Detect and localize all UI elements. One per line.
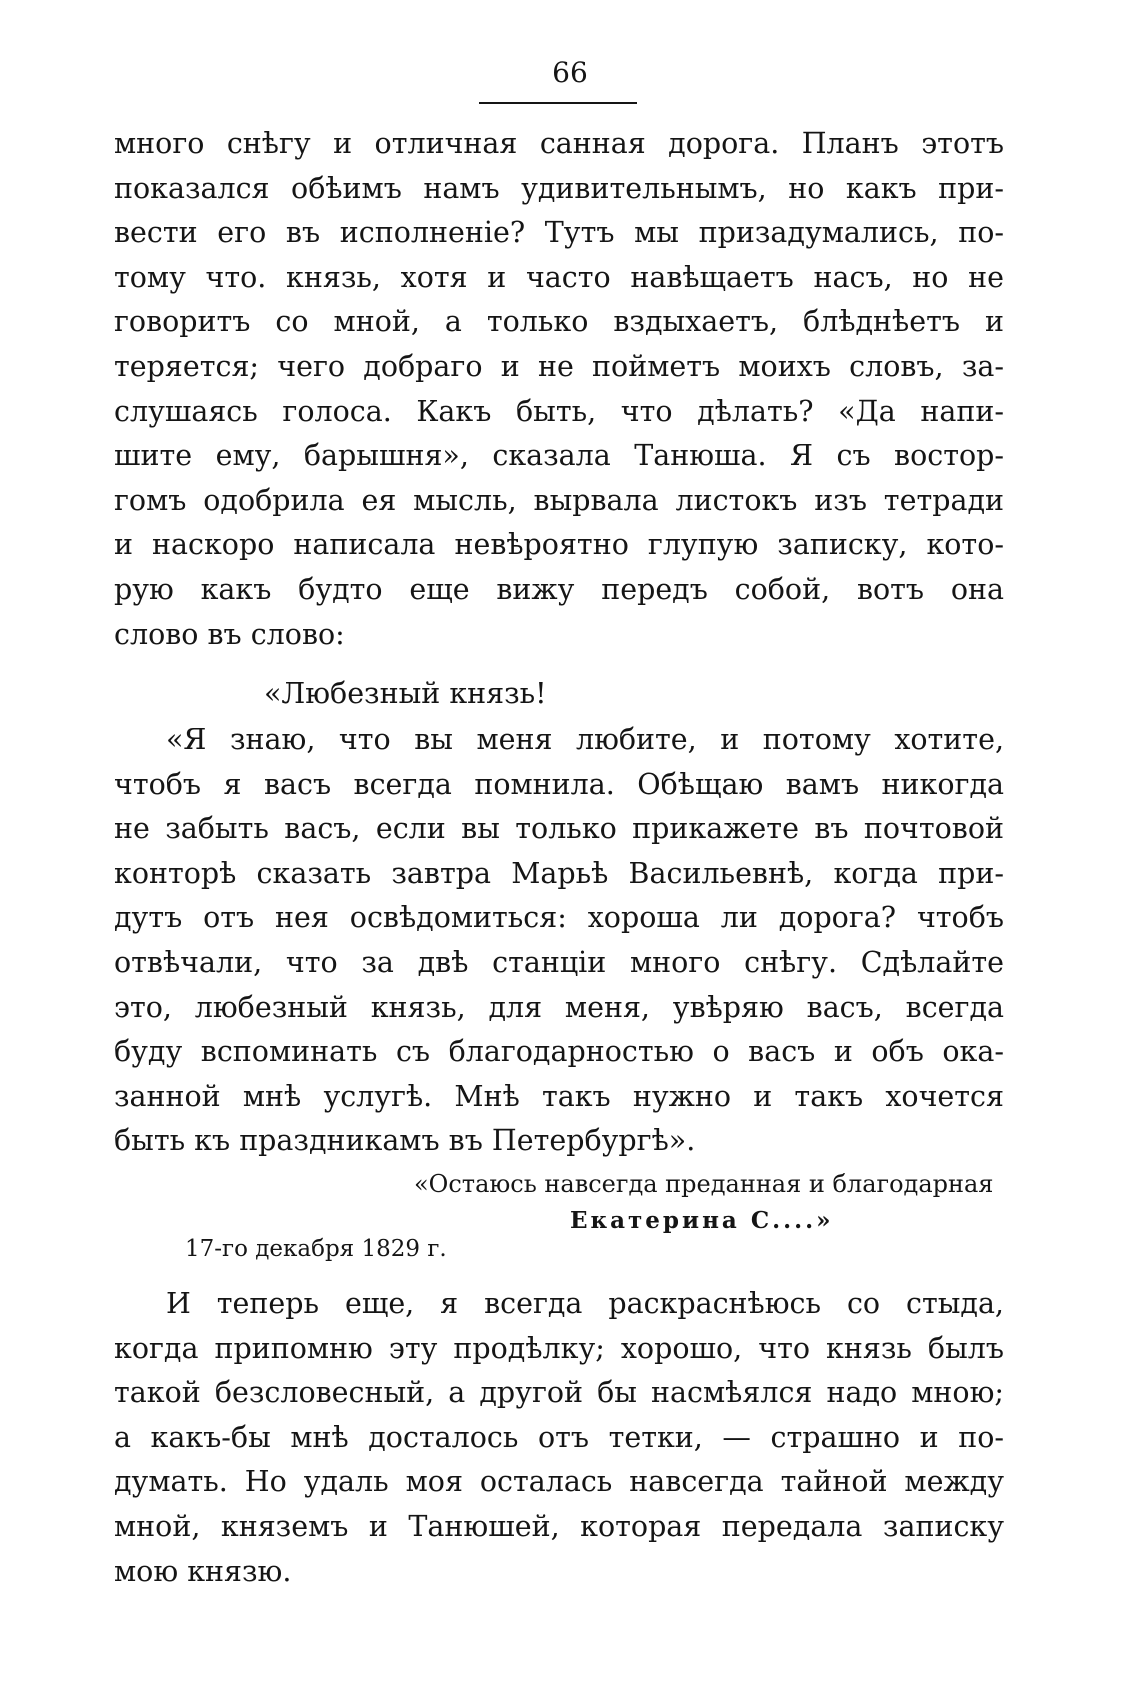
letter-line: быть къ праздникамъ въ Петербургѣ». <box>114 1124 696 1158</box>
letter-line: конторѣ сказать завтра Марьѣ Васильевнѣ, когда при- <box>114 856 1004 890</box>
text-line: тому что. князь, хотя и часто навѣщаетъ насъ, но не <box>114 260 1004 294</box>
page-number-rule <box>479 102 637 104</box>
text-line: И теперь еще, я всегда раскраснѣюсь со стыда, <box>166 1287 1004 1320</box>
letter-line: это, любезный князь, для меня, увѣряю васъ, всегда <box>114 990 1004 1024</box>
text-line: показался обѣимъ намъ удивительнымъ, но какъ при- <box>114 171 1004 205</box>
letter-closing: «Остаюсь навсегда преданная и благодарная <box>414 1170 994 1198</box>
text-line: когда припомню эту продѣлку; хорошо, что князь былъ <box>114 1331 1004 1365</box>
letter-line: дутъ отъ нея освѣдомиться: хороша ли дорога? чтобъ <box>114 901 1004 935</box>
letter-date: 17-го декабря 1829 г. <box>185 1236 447 1262</box>
letter-salutation: «Любезный князь! <box>264 677 547 710</box>
letter-signature: Екатерина С....» <box>570 1207 834 1234</box>
text-line: слово въ слово: <box>114 617 345 651</box>
text-line: вести его въ исполненіе? Тутъ мы призадумались, по- <box>114 216 1004 250</box>
paragraph-1 <box>114 122 1004 657</box>
text-line: слушаясь голоса. Какъ быть, что дѣлать? «Да напи- <box>114 394 1004 428</box>
text-line: теряется; чего добраго и не пойметъ моихъ словъ, за- <box>114 349 1004 383</box>
letter-line: чтобъ я васъ всегда помнила. Обѣщаю вамъ никогда <box>114 767 1004 801</box>
letter-line: «Я знаю, что вы меня любите, и потому хотите, <box>166 723 1004 756</box>
letter-body <box>114 718 1004 1164</box>
text-line: много снѣгу и отличная санная дорога. Планъ этотъ <box>114 127 1004 160</box>
page-number: 66 <box>552 56 588 89</box>
text-line: мою князю. <box>114 1554 292 1588</box>
paragraph-2 <box>114 1282 1004 1594</box>
text-line: и наскоро написала невѣроятно глупую записку, кото- <box>114 528 1004 562</box>
text-line: мной, княземъ и Танюшей, которая передала записку <box>114 1509 1004 1543</box>
letter-line: отвѣчали, что за двѣ станціи много снѣгу. Сдѣлайте <box>114 945 1004 979</box>
text-line: шите ему, барышня», сказала Танюша. Я съ востор- <box>114 439 1004 473</box>
letter-line: не забыть васъ, если вы только прикажете въ почтовой <box>114 812 1004 846</box>
text-line: думать. Но удаль моя осталась навсегда тайной между <box>114 1465 1004 1499</box>
text-line: говоритъ со мной, а только вздыхаетъ, блѣднѣетъ и <box>114 305 1004 339</box>
text-line: гомъ одобрила ея мысль, вырвала листокъ изъ тетради <box>114 483 1004 517</box>
text-line: такой безсловесный, а другой бы насмѣялся надо мною; <box>114 1376 1004 1410</box>
text-line: а какъ-бы мнѣ досталось отъ тетки, — страшно и по- <box>114 1420 1004 1454</box>
text-line: рую какъ будто еще вижу передъ собой, вотъ она <box>114 572 1004 606</box>
letter-line: буду вспоминать съ благодарностью о васъ и объ ока- <box>114 1035 1004 1069</box>
letter-line: занной мнѣ услугѣ. Мнѣ такъ нужно и такъ хочется <box>114 1079 1004 1113</box>
